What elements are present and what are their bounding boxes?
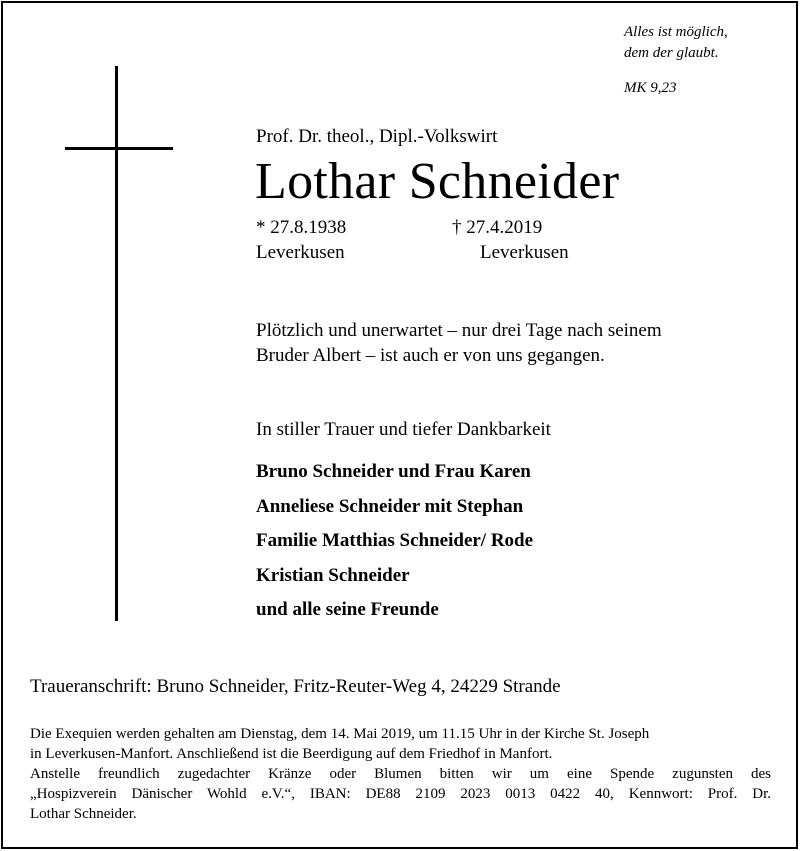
verse-line-2: dem der glaubt. bbox=[624, 45, 719, 61]
verse-line-1: Alles ist möglich, bbox=[624, 24, 728, 40]
birth-place: Leverkusen bbox=[256, 242, 345, 263]
notice-line-4: „Hospizverein Dänischer Wohld e.V.“, IBAN: DE88 2109 2023 0013 0422 40, Kennwort: Prof. Dr. bbox=[30, 786, 771, 802]
bible-verse bbox=[624, 22, 728, 99]
academic-title: Prof. Dr. theol., Dipl.-Volkswirt bbox=[256, 126, 498, 147]
message-line-1: Plötzlich und unerwartet – nur drei Tage nach seinem bbox=[256, 320, 662, 341]
message-line-2: Bruder Albert – ist auch er von uns gegangen. bbox=[256, 345, 605, 366]
death-place: Leverkusen bbox=[480, 242, 569, 263]
mourner-name: Familie Matthias Schneider/ Rode bbox=[256, 530, 534, 551]
death-date: † 27.4.2019 bbox=[452, 217, 543, 238]
mourner-name: und alle seine Freunde bbox=[256, 599, 439, 620]
birth-date: * 27.8.1938 bbox=[256, 217, 347, 238]
mourner-name: Bruno Schneider und Frau Karen bbox=[256, 461, 531, 482]
funeral-notice bbox=[30, 724, 771, 824]
mourning-address: Traueranschrift: Bruno Schneider, Fritz-Reuter-Weg 4, 24229 Strande bbox=[30, 676, 561, 697]
notice-line-1: Die Exequien werden gehalten am Dienstag, dem 14. Mai 2019, um 11.15 Uhr in der Kirche St. Joseph bbox=[30, 726, 650, 742]
mourners-list bbox=[256, 460, 533, 633]
death-message bbox=[256, 318, 662, 368]
mourner-name: Kristian Schneider bbox=[256, 564, 410, 586]
deceased-name: Lothar Schneider bbox=[255, 153, 620, 210]
notice-line-5: Lothar Schneider. bbox=[30, 806, 137, 822]
cross-icon-beam bbox=[65, 147, 173, 150]
mourner-name: Anneliese Schneider mit Stephan bbox=[256, 495, 524, 517]
mourning-intro: In stiller Trauer und tiefer Dankbarkeit bbox=[256, 419, 551, 440]
notice-line-2: in Leverkusen-Manfort. Anschließend ist die Beerdigung auf dem Friedhof in Manfort. bbox=[30, 746, 553, 762]
verse-reference: MK 9,23 bbox=[624, 80, 677, 96]
notice-line-3: Anstelle freundlich zugedachter Kränze oder Blumen bitten wir um eine Spende zugunsten des bbox=[30, 766, 771, 782]
